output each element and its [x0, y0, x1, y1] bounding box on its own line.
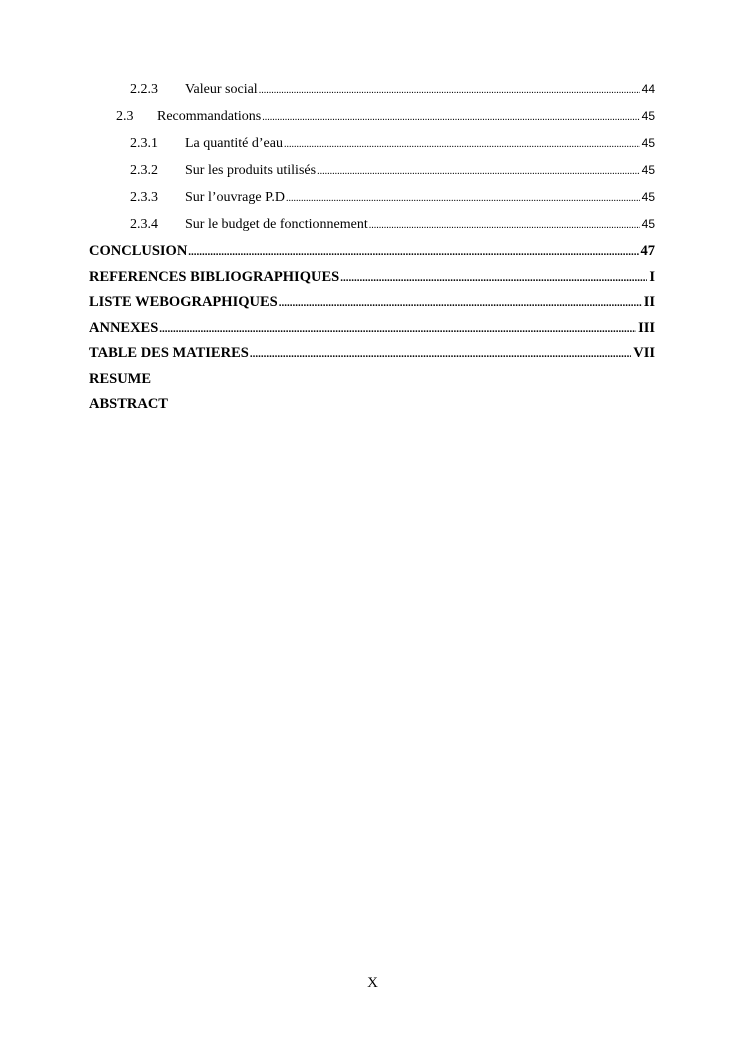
- toc-dot-leader: [188, 242, 638, 262]
- toc-entry-annexes[interactable]: [89, 318, 655, 344]
- toc-entry-number: 2.3: [116, 109, 134, 124]
- toc-dot-leader: [262, 108, 639, 128]
- toc-entry-title: Sur l’ouvrage P.D: [185, 190, 285, 205]
- table-of-contents: [89, 79, 655, 420]
- toc-entry-page: 44: [641, 82, 655, 96]
- toc-entry-title: La quantité d’eau: [185, 136, 283, 151]
- toc-entry-title: LISTE WEBOGRAPHIQUES: [89, 294, 278, 310]
- toc-entry-title: RESUME: [89, 370, 152, 387]
- toc-entry-title: TABLE DES MATIERES: [89, 345, 249, 361]
- toc-entry-page: VII: [633, 345, 655, 361]
- toc-entry-2-3-3[interactable]: [89, 187, 655, 214]
- toc-entry-page: III: [638, 319, 655, 336]
- toc-entry-title: Sur le budget de fonctionnement: [185, 217, 368, 232]
- toc-entry-2-2-3[interactable]: [89, 79, 655, 106]
- toc-entry-title: Recommandations: [157, 109, 262, 124]
- toc-entry-2-3[interactable]: [89, 106, 655, 133]
- toc-entry-number: 2.3.3: [130, 190, 158, 205]
- toc-entry-title: ANNEXES: [89, 319, 159, 336]
- toc-dot-leader: [279, 293, 642, 313]
- toc-entry-resume[interactable]: [89, 369, 655, 395]
- toc-entry-number: 2.3.2: [130, 163, 158, 178]
- toc-entry-conclusion[interactable]: [89, 241, 655, 267]
- toc-entry-page: II: [643, 294, 655, 310]
- toc-entry-table-des-matieres[interactable]: [89, 343, 655, 369]
- toc-entry-page: 45: [641, 190, 655, 204]
- toc-dot-leader: [284, 135, 640, 155]
- toc-entry-title: ABSTRACT: [89, 396, 168, 412]
- toc-entry-title: Sur les produits utilisés: [185, 163, 317, 178]
- toc-entry-2-3-2[interactable]: [89, 160, 655, 187]
- toc-dot-leader: [369, 216, 640, 236]
- toc-entry-title: CONCLUSION: [89, 243, 188, 259]
- toc-entry-2-3-1[interactable]: [89, 133, 655, 160]
- toc-entry-title: REFERENCES BIBLIOGRAPHIQUES: [89, 268, 340, 285]
- toc-dot-leader: [340, 268, 647, 288]
- page-number: X: [367, 975, 378, 991]
- toc-dot-leader: [159, 319, 636, 339]
- toc-entry-page: 45: [641, 163, 655, 177]
- toc-dot-leader: [286, 189, 640, 209]
- toc-dot-leader: [317, 162, 640, 182]
- toc-entry-page: 45: [641, 109, 655, 123]
- toc-entry-webographiques[interactable]: [89, 292, 655, 318]
- toc-entry-number: 2.2.3: [130, 82, 158, 97]
- toc-dot-leader: [259, 81, 640, 101]
- toc-entry-title: Valeur social: [185, 82, 258, 97]
- toc-dot-leader: [250, 344, 631, 364]
- toc-entry-2-3-4[interactable]: [89, 214, 655, 241]
- toc-entry-page: 45: [641, 136, 655, 150]
- toc-entry-page: 45: [641, 217, 655, 231]
- toc-entry-number: 2.3.1: [130, 136, 158, 151]
- toc-entry-abstract[interactable]: [89, 394, 655, 420]
- toc-entry-page: 47: [640, 243, 655, 259]
- toc-entry-references[interactable]: [89, 267, 655, 293]
- toc-entry-page: I: [649, 268, 655, 285]
- toc-entry-number: 2.3.4: [130, 217, 158, 232]
